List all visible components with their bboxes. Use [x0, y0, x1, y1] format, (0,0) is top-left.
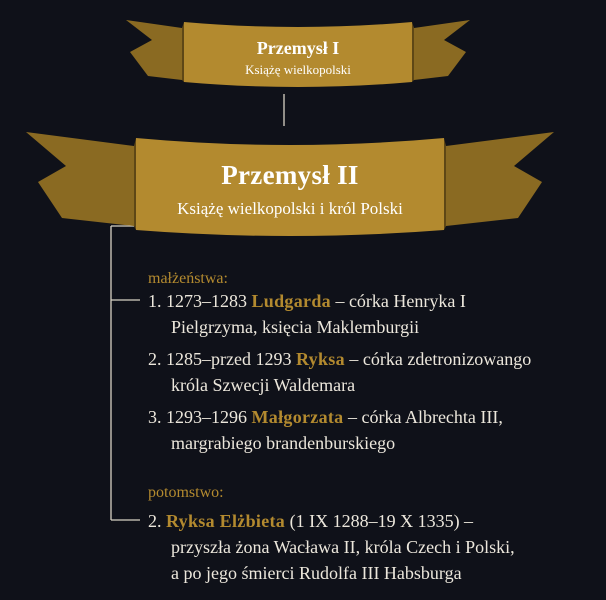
- item-dates: 1285–przed 1293: [166, 349, 292, 369]
- offspring-item: [148, 508, 515, 586]
- item-description: (1 IX 1288–19 X 1335) –: [285, 511, 474, 531]
- item-description-cont: a po jego śmierci Rudolfa III Habsburga: [171, 563, 462, 583]
- item-description: – córka Henryka I: [330, 291, 466, 311]
- marriage-item: [148, 346, 531, 398]
- banner-subtitle: Książę wielkopolski: [245, 62, 351, 77]
- item-description-cont: margrabiego brandenburskiego: [171, 433, 396, 453]
- item-dates: 1293–1296: [166, 407, 247, 427]
- item-number: 3.: [148, 407, 162, 427]
- item-description-cont: króla Szwecji Waldemara: [171, 375, 356, 395]
- item-number: 2.: [148, 511, 162, 531]
- banner-przemysl-i: [122, 14, 474, 94]
- banner-subtitle: Książę wielkopolski i król Polski: [177, 199, 403, 218]
- spouse-name: Małgorzata: [251, 407, 344, 427]
- marriage-item: [148, 404, 503, 456]
- marriage-item: [148, 288, 466, 340]
- offspring-label: potomstwo:: [148, 484, 224, 501]
- item-dates: 1273–1283: [166, 291, 247, 311]
- spouse-name: Ludgarda: [251, 291, 331, 311]
- item-description: – córka zdetronizowango: [344, 349, 532, 369]
- banner-name: Przemysł II: [221, 160, 359, 190]
- item-number: 2.: [148, 349, 162, 369]
- banner-przemysl-ii: [24, 126, 556, 244]
- marriages-label: małżeństwa:: [148, 270, 228, 287]
- child-name: Ryksa Elżbieta: [166, 511, 286, 531]
- item-description-cont: przyszła żona Wacława II, króla Czech i Polski,: [171, 537, 515, 557]
- item-number: 1.: [148, 291, 162, 311]
- item-description-cont: Pielgrzyma, księcia Maklemburgii: [171, 317, 420, 337]
- banner-name: Przemysł I: [256, 38, 340, 58]
- item-description: – córka Albrechta III,: [343, 407, 503, 427]
- spouse-name: Ryksa: [295, 349, 345, 369]
